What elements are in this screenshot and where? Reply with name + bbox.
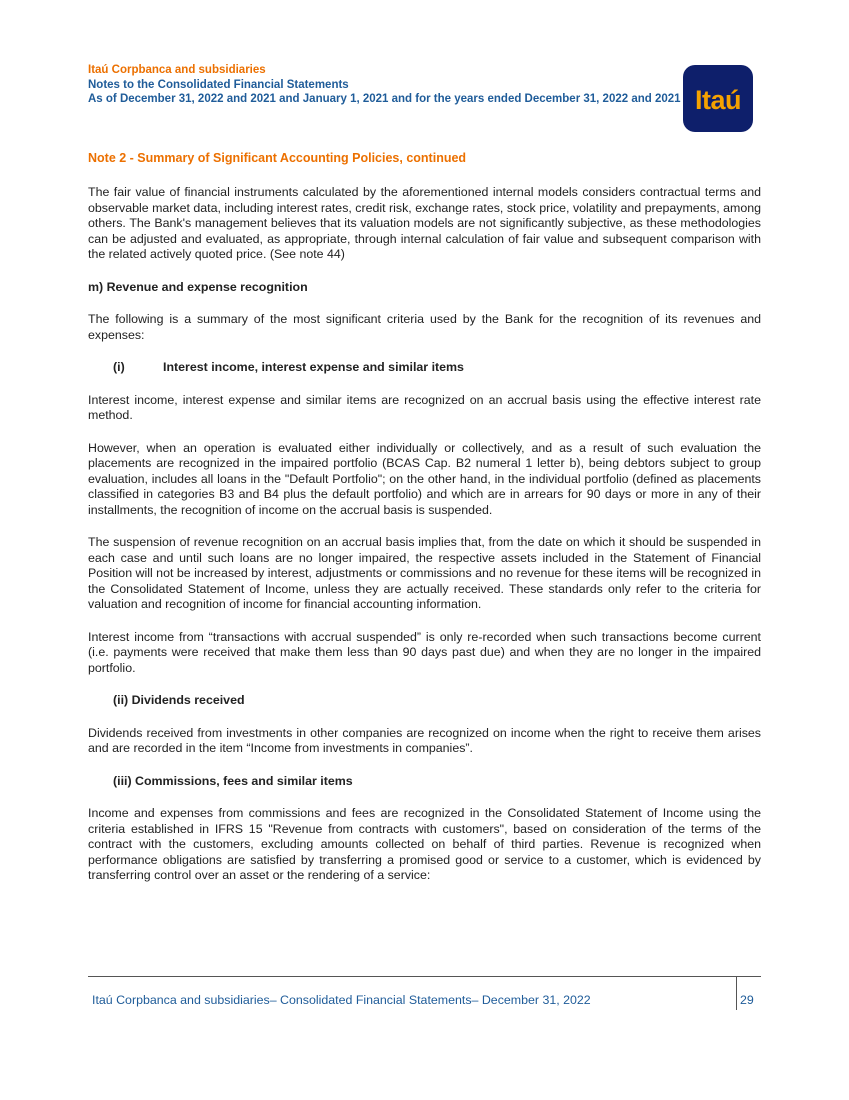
note-title: Note 2 - Summary of Significant Accounting Policies, continued [88, 151, 467, 165]
subsection-heading-i [113, 360, 761, 376]
paragraph-impaired-portfolio: However, when an operation is evaluated either individually or collectively, and as a result of such evaluation the placements are recognized in the impaired portfolio (BCAS Cap. B2 numeral 1 letter b), being debtors subject to group evaluation, includes all loans in the "Default Portfolio"; on the other hand, in the individual portfolio (defined as placements classified in categories B3 and B4 plus the default portfolio) and which are in arrears for 90 days or more in any of their installments, the recognition of income on the accrual basis is suspended. [88, 440, 761, 517]
section-heading-m: m) Revenue and expense recognition [88, 279, 308, 294]
paragraph-suspension: The suspension of revenue recognition on an accrual basis implies that, from the date on which it should be suspended in each case and until such loans are no longer impaired, the respective assets included in the Statement of Financial Position will not be increased by interest, adjustments or commissions and no revenue for these items will be recognized in the Consolidated Statement of Income, unless they are actually received. These standards only refer to the criteria for valuation and recognition of income for financial accounting information. [88, 535, 761, 611]
page-number: 29 [740, 993, 754, 1007]
paragraph-accrual-suspended: Interest income from “transactions with accrual suspended” is only re-recorded when such transactions become current (i.e. payments were received that make them less than 90 days past due) and when they are no longer in the impaired portfolio. [88, 629, 761, 675]
paragraph-interest-income: Interest income, interest expense and similar items are recognized on an accrual basis using the effective interest rate method. [88, 392, 761, 422]
paragraph-dividends: Dividends received from investments in other companies are recognized on income when the right to receive them arises and are recorded in the item “Income from investments in companies”. [88, 725, 761, 755]
footer-divider [88, 976, 761, 977]
company-name: Itaú Corpbanca and subsidiaries [88, 64, 266, 76]
paragraph-commissions: Income and expenses from commissions and fees are recognized in the Consolidated Statement of Income using the criteria established in IFRS 15 "Revenue from contracts with customers", based on consideration of the terms of the contract with the customers, excluding amounts collected on behalf of third parties. Revenue is recognized when performance obligations are satisfied by transferring a promised good or service to a customer, which is evidenced by transferring control over an asset or the rendering of a service: [88, 806, 761, 882]
reporting-period: As of December 31, 2022 and 2021 and January 1, 2021 and for the years ended December 31, 2022 and 2021 [88, 93, 681, 105]
document-subtitle: Notes to the Consolidated Financial Statements [88, 78, 349, 91]
footer-text: Itaú Corpbanca and subsidiaries– Consolidated Financial Statements– December 31, 2022 [92, 993, 591, 1007]
page-header [88, 63, 688, 107]
subsection-heading-ii: (ii) Dividends received [113, 693, 245, 707]
paragraph-fair-value: The fair value of financial instruments calculated by the aforementioned internal models considers contractual terms and observable market data, including interest rates, credit risk, exchange rates, stock price, volatility and prepayments, among others. The Bank's management believes that its valuation models are not significantly subjective, as these methodologies can be adjusted and evaluated, as appropriate, through internal calculation of fair value and subsequent comparison with the related actively quoted price. (See note 44) [88, 185, 761, 261]
subsection-heading-iii: (iii) Commissions, fees and similar items [113, 773, 353, 788]
paragraph-summary-intro: The following is a summary of the most significant criteria used by the Bank for the recognition of its revenues and expenses: [88, 312, 761, 342]
subsection-title-i: Interest income, interest expense and similar items [163, 360, 464, 374]
itau-logo [683, 65, 753, 132]
document-body [88, 150, 761, 901]
logo-text: Itaú [694, 85, 741, 115]
footer-vertical-divider [736, 976, 737, 1010]
subsection-number-i: (i) [113, 360, 125, 374]
